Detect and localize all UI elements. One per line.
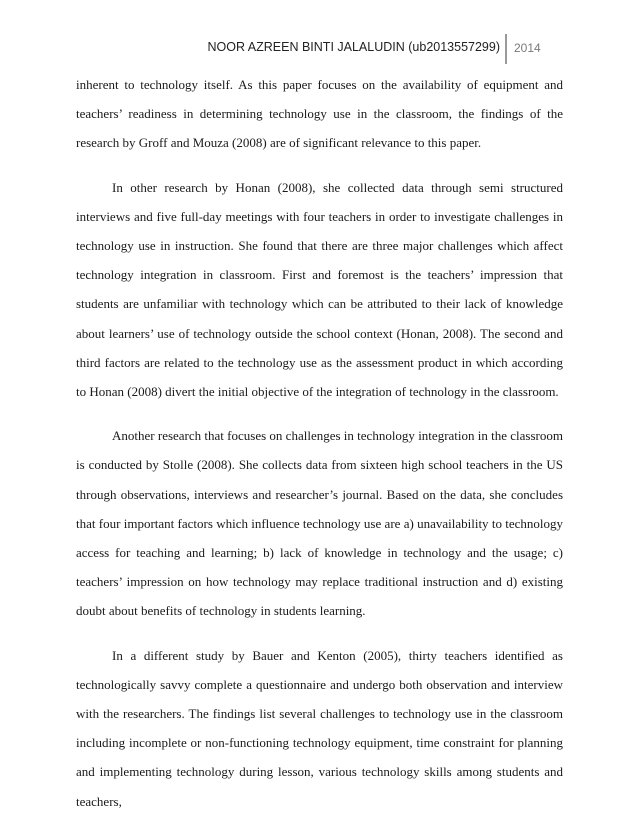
header-year: 2014 <box>514 41 541 55</box>
document-body <box>76 70 563 816</box>
paragraph: In a different study by Bauer and Kenton (2005), thirty teachers identified as technologically savvy complete a questionnaire and undergo both observation and interview with the researchers. The findings list several challenges to technology use in the classroom including incomplete or non-functioning technology equipment, time constraint for planning and implementing technology during lesson, various technology skills among students and teachers, <box>76 647 563 809</box>
header-divider <box>505 34 507 64</box>
page-header <box>0 34 638 64</box>
paragraph: Another research that focuses on challenges in technology integration in the classroom is conducted by Stolle (2008). She collects data from sixteen high school teachers in the US through observations, interviews and researcher’s journal. Based on the data, she concludes that four important factors which influence technology use are a) unavailability to technology access for teaching and learning; b) lack of knowledge in technology and the usage; c) teachers’ impression on how technology may replace traditional instruction and d) existing doubt about benefits of technology in students learning. <box>76 428 563 619</box>
paragraph: In other research by Honan (2008), she collected data through semi structured interviews and five full-day meetings with four teachers in order to investigate challenges in technology use in instruction. She found that there are three major challenges which affect technology integration in classroom. First and foremost is the teachers’ impression that students are unfamiliar with technology which can be attributed to their lack of knowledge about learners’ use of technology outside the school context (Honan, 2008). The second and third factors are related to the technology use as the assessment product in which according to Honan (2008) divert the initial objective of the integration of technology in the classroom. <box>76 179 563 400</box>
header-author: NOOR AZREEN BINTI JALALUDIN (ub2013557299) <box>207 40 500 54</box>
paragraph: inherent to technology itself. As this paper focuses on the availability of equipment and teachers’ readiness in determining technology use in the classroom, the findings of the research by Groff and Mouza (2008) are of significant relevance to this paper. <box>76 77 563 151</box>
